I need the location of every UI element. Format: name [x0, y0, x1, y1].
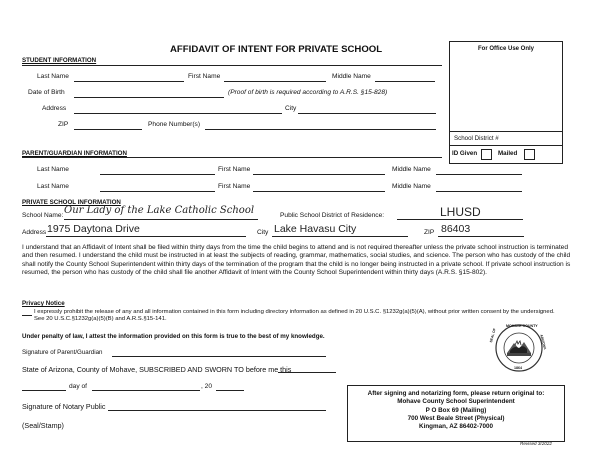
school-zip-value: 86403: [441, 223, 471, 235]
phone-field[interactable]: [205, 129, 436, 130]
district-residence-field[interactable]: [397, 219, 523, 220]
notary-signature-field[interactable]: [108, 410, 326, 411]
month-field[interactable]: [92, 390, 200, 391]
perjury-statement: Under penalty of law, I attest the information provided on this form is true to the best of my knowledge.: [22, 333, 325, 340]
school-address-value: 1975 Daytona Drive: [47, 223, 140, 235]
student-first-name-label: First Name: [188, 73, 221, 80]
parent2-first-name-field[interactable]: [253, 191, 385, 192]
student-first-name-field[interactable]: [224, 81, 326, 82]
year-field[interactable]: [216, 390, 244, 391]
return-line-1: After signing and notarizing form, please return original to:: [367, 390, 545, 397]
mailed-label: Mailed: [498, 150, 518, 157]
office-divider: [450, 131, 562, 132]
student-section-rule: [22, 65, 442, 66]
parent1-last-name-label: Last Name: [37, 166, 69, 173]
district-residence-value: LHUSD: [440, 205, 481, 219]
mailed-checkbox[interactable]: [524, 149, 535, 160]
parent1-last-name-field[interactable]: [100, 174, 215, 175]
office-divider-2: [450, 145, 562, 146]
return-line-5: Kingman, AZ 86402-7000: [419, 423, 493, 431]
privacy-text: I expressly prohibit the release of any and all information contained in this form including directory information as defined in 20 U.S.C. §1232g(a)(5)(A), without prior written consent by the undersigned. See 20 U.S.C.§1232g(a)(5)(B) and A.R.S.§15-141.: [34, 309, 555, 323]
state-county-line: State of Arizona, County of Mohave, SUBSCRIBED AND SWORN TO before me this: [22, 365, 292, 374]
privacy-initial-field[interactable]: [22, 315, 32, 316]
office-use-header: For Office Use Only: [477, 46, 534, 52]
parent-signature-label: Signature of Parent/Guardian: [22, 349, 103, 356]
student-last-name-label: Last Name: [37, 73, 69, 80]
district-residence-label: Public School District of Residence:: [280, 212, 385, 219]
day-field[interactable]: [22, 390, 66, 391]
school-name-field[interactable]: [64, 219, 258, 220]
revised-date: Revised 3/2022: [520, 441, 552, 446]
return-line-3: P O Box 69 (Mailing): [425, 406, 487, 414]
dob-note: (Proof of birth is required according to A.R.S. §15-828): [228, 89, 388, 96]
school-city-value: Lake Havasu City: [274, 223, 357, 235]
form-title: AFFIDAVIT OF INTENT FOR PRIVATE SCHOOL: [170, 44, 383, 55]
dob-label: Date of Birth: [28, 89, 65, 96]
student-address-label: Address: [42, 105, 67, 112]
parent2-last-name-label: Last Name: [37, 183, 69, 190]
return-address-box: [347, 385, 565, 442]
school-zip-label: ZIP: [424, 229, 435, 236]
parent-signature-field[interactable]: [112, 356, 326, 357]
phone-label: Phone Number(s): [148, 121, 201, 128]
day-of-label: day of: [69, 383, 87, 390]
student-middle-name-field[interactable]: [375, 81, 435, 82]
seal-text-bottom: 1864: [514, 366, 522, 370]
seal-text-right: ARIZONA: [539, 334, 547, 350]
notary-signature-label: Signature of Notary Public: [22, 402, 106, 411]
school-district-label: School District #: [454, 135, 499, 142]
affidavit-statement: I understand that an Affidavit of Intent shall be filed within thirty days from the time the child begins to attend and is not required thereafter unless the private school instruction is terminated and then resumed. I understand the child must be instructed in at least the subjects of reading, grammar, mathematics, social studies, and science. The person who has custody of the child shall notify the County School Superintendent within thirty days of the termination of the program that the child is no longer being instructed in a private school. If private school instruction is resumed, the person who has custody of the child shall file another Affidavit of Intent with the County School Superintendent within thirty days (A.R.S. §15-802).: [22, 244, 571, 277]
return-line-4: 700 West Beale Street (Physical): [407, 414, 505, 422]
school-address-field[interactable]: [46, 236, 246, 237]
school-city-label: City: [257, 229, 269, 236]
parent1-middle-name-label: Middle Name: [392, 166, 431, 173]
student-address-field[interactable]: [74, 113, 282, 114]
sworn-blank-field[interactable]: [278, 372, 336, 373]
year-prefix: , 20: [201, 383, 212, 390]
id-given-label: ID Given: [452, 150, 478, 157]
dob-field[interactable]: [74, 97, 224, 98]
parent2-first-name-label: First Name: [218, 183, 251, 190]
parent2-last-name-field[interactable]: [100, 191, 215, 192]
parent-section-heading: PARENT/GUARDIAN INFORMATION: [22, 150, 127, 157]
id-given-checkbox[interactable]: [481, 149, 492, 160]
school-name-label: School Name:: [22, 212, 64, 219]
student-city-field[interactable]: [298, 113, 436, 114]
office-use-box: [449, 41, 563, 164]
seal-text-top: MOHAVE COUNTY: [506, 324, 538, 328]
student-city-label: City: [285, 105, 297, 112]
school-address-label: Address: [22, 229, 47, 236]
school-zip-field[interactable]: [438, 236, 524, 237]
school-city-field[interactable]: [272, 236, 408, 237]
parent2-middle-name-label: Middle Name: [392, 183, 431, 190]
privacy-heading: Privacy Notice: [22, 300, 65, 307]
school-name-value: Our Lady of the Lake Catholic School: [64, 205, 255, 216]
seal-stamp-label: (Seal/Stamp): [22, 421, 64, 430]
student-last-name-field[interactable]: [74, 81, 184, 82]
parent1-first-name-field[interactable]: [253, 174, 385, 175]
school-section-heading: PRIVATE SCHOOL INFORMATION: [22, 199, 121, 206]
return-line-2: Mohave County School Superintendent: [397, 398, 515, 406]
parent1-first-name-label: First Name: [218, 166, 251, 173]
parent2-middle-name-field[interactable]: [436, 191, 522, 192]
student-zip-label: ZIP: [58, 121, 69, 128]
student-zip-field[interactable]: [74, 129, 142, 130]
seal-text-left: SEAL OF: [489, 327, 497, 344]
student-section-heading: STUDENT INFORMATION: [22, 57, 97, 64]
student-middle-name-label: Middle Name: [332, 73, 371, 80]
parent-section-rule: [22, 157, 442, 158]
parent1-middle-name-field[interactable]: [436, 174, 522, 175]
